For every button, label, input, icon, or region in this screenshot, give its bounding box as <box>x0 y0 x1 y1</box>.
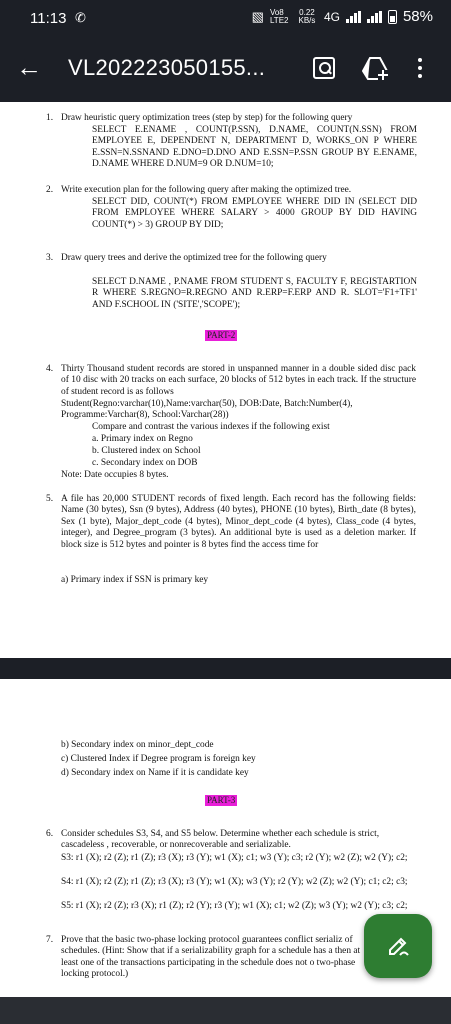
status-indicators <box>252 8 433 25</box>
document-page-1 <box>0 102 451 658</box>
app-bar <box>0 36 451 102</box>
edit-fab[interactable] <box>364 914 432 978</box>
add-to-drive-icon[interactable] <box>362 55 388 81</box>
call-icon: ✆ <box>75 10 86 25</box>
q4-text: Thirty Thousand student records are stored in unspanned manner in a double sided disc pack of 10 disc with 20 tracks on each surface, 20 blocks of 512 bytes in each track. If the structure of student record is as follows <box>61 364 416 397</box>
q6-text: Consider schedules S3, S4, and S5 below. Determine whether each schedule is strict, cascadeless , recoverable, or nonrecoverable and serializable. <box>61 829 380 851</box>
q1-query: SELECT E.ENAME , COUNT(P.SSN), D.NAME, COUNT(N.SSN) FROM EMPLOYEE E, DEPENDENT N, DEPARTMENT D, WORKS_ON P WHERE E.SSN=N.SSNAND E.DNO=D.DNO AND E.SSN=P.SSN GROUP BY E.ENAME, D.NAME WHERE D.NUM=9 OR D.NUM=10; <box>92 125 417 170</box>
q4-note: Note: Date occupies 8 bytes. <box>61 470 169 480</box>
battery-percent: 58% <box>402 8 433 25</box>
part-2-heading: PART-2 <box>207 330 236 340</box>
q3-query: SELECT D.NAME , P.NAME FROM STUDENT S, FACULTY F, REGISTARTION R WHERE S.REGNO=R.REGNO AND R.ERP=F.ERP AND R. SLOT='F1+TF1' AND F.SCHOOL IN ('SITE','SCOPE'); <box>92 277 417 310</box>
q1-number: 1. <box>46 113 54 123</box>
battery-icon <box>388 10 397 24</box>
search-in-document-icon[interactable] <box>313 57 335 79</box>
q6-schedule-s3: S3: r1 (X); r2 (Z); r1 (Z); r3 (X); r3 (Y); w1 (X); c1; w3 (Y); c3; r2 (Y); w2 (Z); w2 (Y); c2; <box>61 853 408 863</box>
q2-number: 2. <box>46 185 54 195</box>
q5-option-b: b) Secondary index on minor_dept_code <box>61 740 214 750</box>
page-gap <box>0 658 451 679</box>
status-time: 11:13 <box>30 10 67 27</box>
q5-text: A file has 20,000 STUDENT records of fixed length. Each record has the following fields: Name (30 bytes), Ssn (9 bytes), Address (40 bytes), PHONE (10 bytes), Birth_date (8 bytes), Sex (1 byte), Major_dept_code (4 bytes), Minor_dept_code (4 bytes), Class_code (4 bytes, integer), and Degree_program (3 bytes). An additional byte is used as a deletion marker. If block size is 512 bytes and pointer is 8 bytes find the access time for <box>61 494 416 550</box>
q4-option-b: b. Clustered index on School <box>92 446 201 456</box>
q4-option-c: c. Secondary index on DOB <box>92 458 198 468</box>
vibrate-icon: ▧ <box>251 8 264 24</box>
signal-icon-2 <box>367 11 382 23</box>
q7-text: Prove that the basic two-phase locking protocol guarantees conflict serializ of schedules. (Hint: Show that if a serializability graph for a schedule has a then at least one of the transactions participating in the schedule does not o two-phase locking protocol.) <box>61 935 361 980</box>
q6-number: 6. <box>46 829 54 839</box>
q4-option-a: a. Primary index on Regno <box>92 434 193 444</box>
back-arrow-icon[interactable]: ← <box>16 52 42 82</box>
q3-text: Draw query trees and derive the optimized tree for the following query <box>61 253 327 263</box>
q2-query: SELECT DID, COUNT(*) FROM EMPLOYEE WHERE DID IN (SELECT DID FROM EMPLOYEE WHERE SALARY > 4000 GROUP BY DID HAVING COUNT(*) > 3) GROUP BY DID; <box>92 197 417 230</box>
volte-indicator: Vo8 LTE2 <box>269 7 289 25</box>
q7-number: 7. <box>46 935 54 945</box>
q5-number: 5. <box>46 494 54 504</box>
status-bar <box>0 0 451 36</box>
navigation-bar <box>0 997 451 1024</box>
q6-schedule-s4: S4: r1 (X); r2 (Z); r1 (Z); r3 (X); r3 (Y); w1 (X); w3 (Y); r2 (Y); w2 (Z); w2 (Y); c1; c2; c3; <box>61 877 408 887</box>
edit-icon <box>386 934 410 958</box>
document-title: VL202223050155... <box>68 55 266 80</box>
q4-number: 4. <box>46 364 54 374</box>
network-speed: 0.22 KB/s <box>298 7 316 25</box>
signal-icon <box>346 11 361 23</box>
part-3-heading: PART-3 <box>207 795 236 805</box>
q2-text: Write execution plan for the following query after making the optimized tree. <box>61 185 352 195</box>
q5-option-a: a) Primary index if SSN is primary key <box>61 575 209 585</box>
network-type: 4G <box>323 9 340 24</box>
q4-structure: Student(Regno:varchar(10),Name:varchar(50), DOB:Date, Batch:Number(4), Programme:Varchar(8), School:Varchar(28)) <box>61 399 353 421</box>
q5-option-d: d) Secondary index on Name if it is candidate key <box>61 768 249 778</box>
q5-option-c: c) Clustered Index if Degree program is foreign key <box>61 754 256 764</box>
q4-compare: Compare and contrast the various indexes if the following exist <box>92 422 330 432</box>
q6-schedule-s5: S5: r1 (X); r2 (Z); r3 (X); r1 (Z); r2 (Y); r3 (Y); w1 (X); c1; w2 (Z); w3 (Y); w2 (Y); c3; c2; <box>61 901 408 911</box>
more-vert-icon[interactable] <box>417 56 423 80</box>
q3-number: 3. <box>46 253 54 263</box>
q1-text: Draw heuristic query optimization trees (step by step) for the following query <box>61 113 353 123</box>
